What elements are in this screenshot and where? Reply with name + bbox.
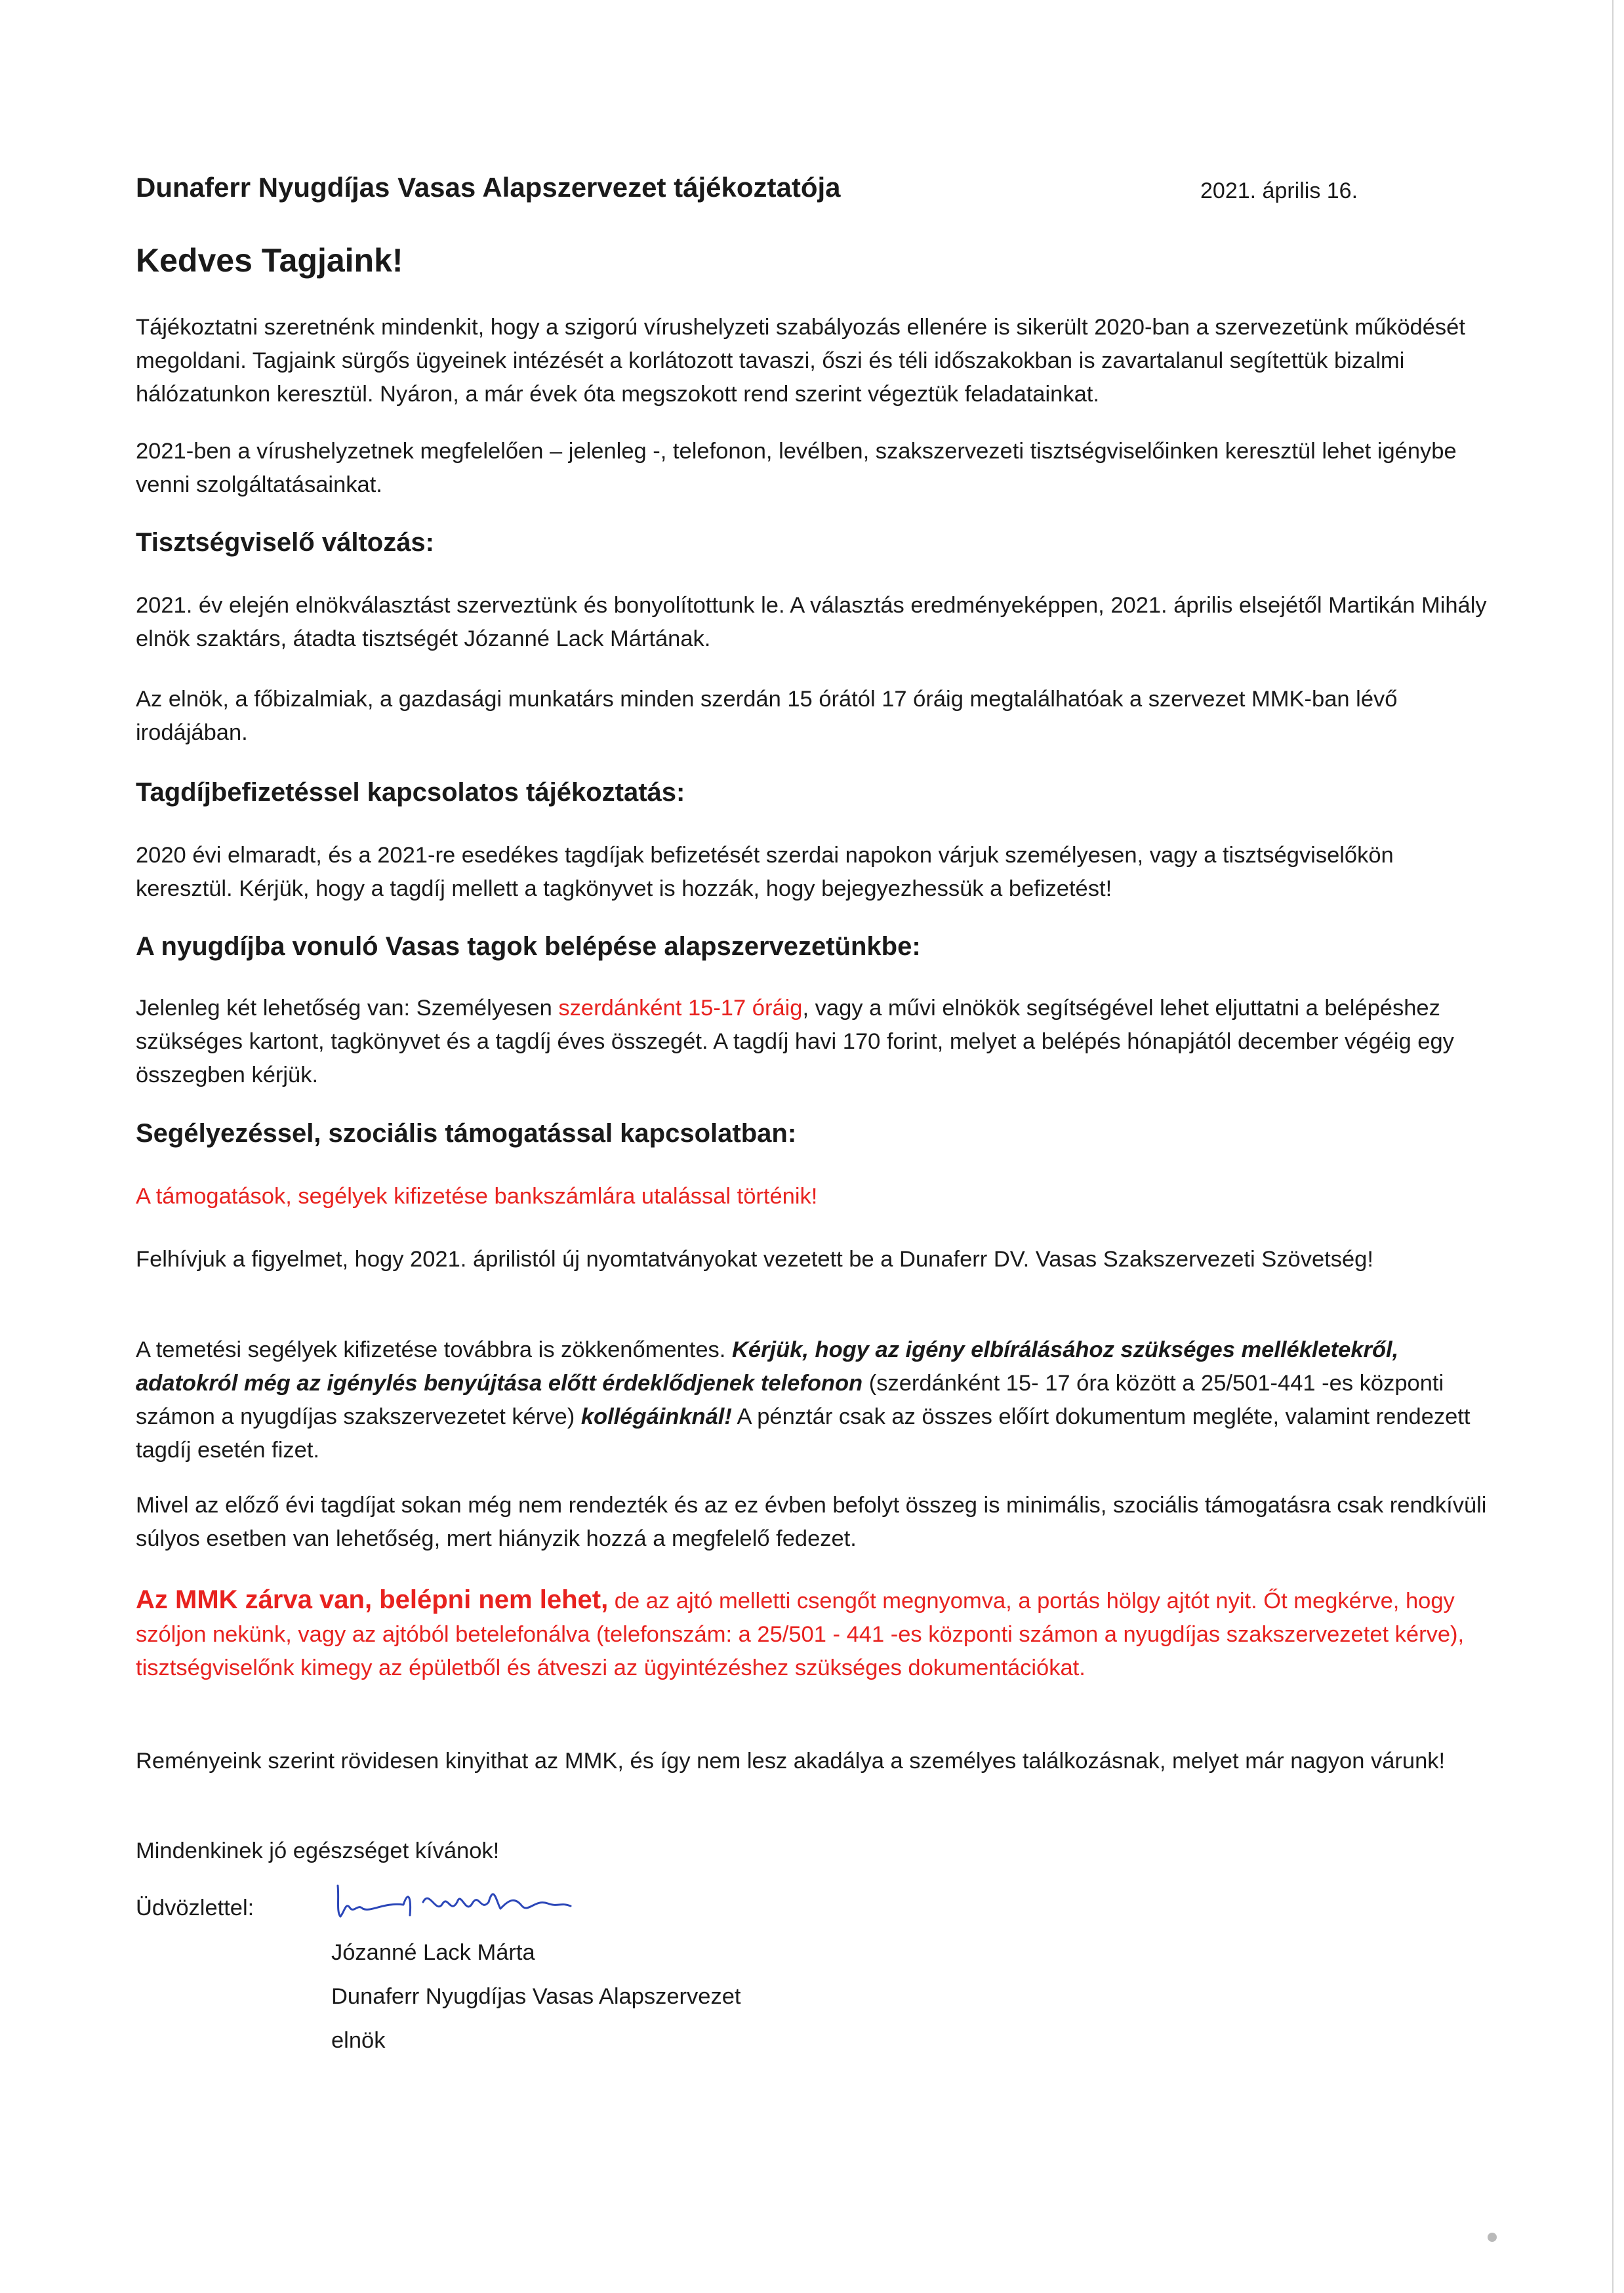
intro-paragraph-1: Tájékoztatni szeretnénk mindenkit, hogy a szigorú vírushelyzeti szabályozás ellenére is sikerült 2020-ban a szervezetünk működését megoldani. Tagjaink sürgős ügyeinek intézését a korlátozott tavaszi, őszi és téli időszakokban is zavartalanul segítettük bizalmi hálózatunkon keresztül. Nyáron, a már évek óta megszokott rend szerint végeztük feladatainkat. [136,315,1465,407]
officer-change-paragraph-2: Az elnök, a főbizalmiak, a gazdasági munkatárs minden szerdán 15 órától 17 óráig megtalálhatóak a szervezet MMK-ban lévő irodájában. [136,687,1398,745]
aid-p2-colleagues: kollégáinknál! [580,1404,732,1429]
signatory-organization: Dunaferr Nyugdíjas Vasas Alapszervezet [331,1984,741,2009]
letter-title: Dunaferr Nyugdíjas Vasas Alapszervezet tájékoztatója [136,172,841,203]
mmk-closed-text: de az ajtó melletti csengőt megnyomva, a portás hölgy ajtót nyit. Őt megkérve, hogy szóljon nekünk, vagy az ajtóból betelefonálva (telefonszám: a 25/501 - 441 -es központi számon a nyugdíjas szakszervezetet kérve), tisztségviselőnk kimegy az épületből és átveszi az ügyintézéshez szükséges dokumentációkat. [136,1589,1465,1680]
mmk-closed-notice [136,1583,1493,1685]
letter-date: 2021. április 16. [1200,178,1358,203]
closing-wishes: Mindenkinek jó egészséget kívánok! [136,1838,500,1863]
fee-heading: Tagdíjbefizetéssel kapcsolatos tájékoztatás: [136,778,685,807]
joining-text-start: Jelenleg két lehetőség van: Személyesen [136,996,559,1021]
mmk-closed-bold: Az MMK zárva van, belépni nem lehet, [136,1585,609,1614]
joining-paragraph [136,992,1493,1092]
joining-heading: A nyugdíjba vonuló Vasas tagok belépése alapszervezetünkbe: [136,932,921,961]
aid-paragraph-1: Felhívjuk a figyelmet, hogy 2021. áprilistól új nyomtatványokat vezetett be a Dunaferr DV. Vasas Szakszervezeti Szövetség! [136,1247,1373,1272]
aid-heading: Segélyezéssel, szociális támogatással kapcsolatban: [136,1119,797,1148]
closing-paragraph: Reményeink szerint rövidesen kinyithat az MMK, és így nem lesz akadálya a személyes találkozásnak, melyet már nagyon várunk! [136,1749,1446,1774]
joining-text-end: , vagy a művi elnökök segítségével lehet eljuttatni a belépéshez szükséges kartont, tagkönyvet és a tagdíj éves összegét. A tagdíj havi 170 forint, melyet a belépés hónapjától december végéig egy összegben kérjük. [136,996,1454,1087]
aid-p2-hours: (szerdánként 15- 17 óra között a 25/501-441 -es központi számon a nyugdíjas szakszervezetet kérve) [136,1371,1444,1429]
aid-p2-request: Kérjük, hogy az igény elbírálásához szükséges mellékletekről, adatokról még az igénylés benyújtása előtt érdeklődjenek telefonon [136,1337,1399,1396]
aid-p2-start: A temetési segélyek kifizetése továbbra is zökkenőmentes. [136,1337,732,1362]
signatory-role: elnök [331,2028,386,2053]
officer-change-heading: Tisztségviselő változás: [136,528,434,557]
intro-paragraph-2: 2021-ben a vírushelyzetnek megfelelően – jelenleg -, telefonon, levélben, szakszervezeti tisztségviselőinken keresztül lehet igénybe venni szolgáltatásainkat. [136,439,1457,497]
joining-office-hours: szerdánként 15-17 óráig [558,996,803,1021]
aid-p2-end: A pénztár csak az összes előírt dokumentum megléte, valamint rendezett tagdíj esetén fizet. [136,1404,1471,1463]
handwritten-signature [331,1876,580,1928]
aid-paragraph-2 [136,1333,1493,1467]
scan-speck [1488,2233,1497,2242]
aid-bank-transfer-notice: A támogatások, segélyek kifizetése bankszámlára utalással történik! [136,1184,818,1209]
signatory-name: Józanné Lack Márta [331,1940,535,1965]
aid-paragraph-3: Mivel az előző évi tagdíjat sokan még nem rendezték és az ez évben befolyt összeg is minimális, szociális támogatásra csak rendkívüli súlyos esetben van lehetőség, mert hiányzik hozzá a megfelelő fedezet. [136,1493,1487,1551]
signature-greeting-label: Üdvözlettel: [136,1896,254,1920]
scan-edge-line [1612,0,1614,2293]
officer-change-paragraph-1: 2021. év elején elnökválasztást szerveztünk és bonyolítottunk le. A választás eredményeképpen, 2021. április elsejétől Martikán Mihály elnök szaktárs, átadta tisztségét Józanné Lack Mártának. [136,593,1487,651]
fee-paragraph: 2020 évi elmaradt, és a 2021-re esedékes tagdíjak befizetését szerdai napokon várjuk személyesen, vagy a tisztségviselőkön keresztül. Kérjük, hogy a tagdíj mellett a tagkönyvet is hozzák, hogy bejegyezhessük a befizetést! [136,843,1394,901]
greeting: Kedves Tagjaink! [136,242,403,279]
